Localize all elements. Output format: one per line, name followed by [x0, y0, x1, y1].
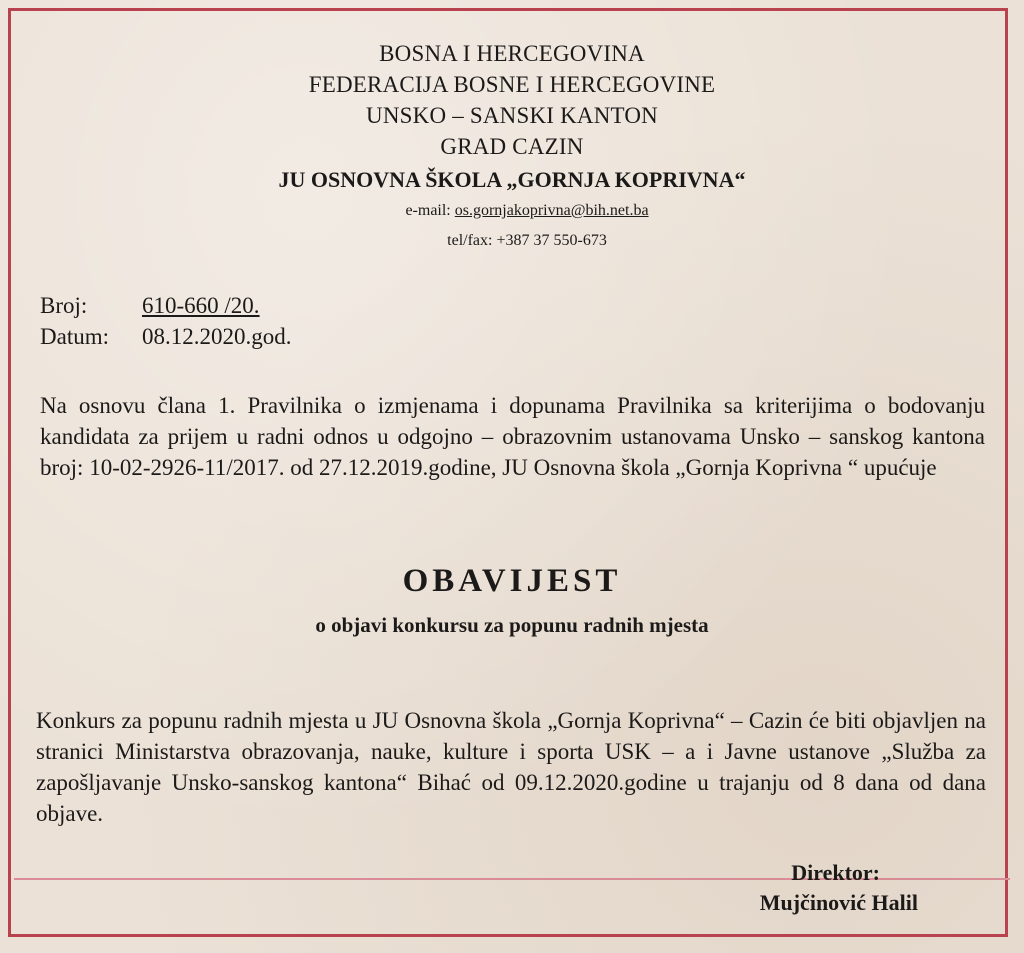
notice-title: OBAVIJEST [402, 563, 622, 599]
email-row [30, 196, 1024, 226]
intro-paragraph: Na osnovu člana 1. Pravilnika o izmjenama i dopunama Pravilnika sa kriterijima o bodovanju kandidata za prijem u radni odnos u odgojno – obrazovnim ustanovama Unsko – sanskog kantona broj: 10-02-2926-11/2017. od 27.12.2019.godine, JU Osnovna škola „Gornja Koprivna “ upućuje [40, 393, 985, 480]
datum-label: Datum: [40, 324, 109, 349]
datum-row [40, 321, 292, 352]
broj-row [40, 290, 292, 321]
signature-title: Direktor: [791, 860, 880, 885]
broj-label: Broj: [40, 293, 88, 318]
body-paragraph: Konkurs za popunu radnih mjesta u JU Osnovna škola „Gornja Koprivna“ – Cazin će biti objavljen na stranici Ministarstva obrazovanja, nauke, kulture i sporta USK – a i Javne ustanove „Služba za zapošljavanje Unsko-sanskog kantona“ Bihać od 09.12.2020.godine u trajanju od 8 dana od dana objave. [36, 708, 986, 826]
signature-name: Mujčinović Halil [759, 890, 918, 915]
letterhead [0, 38, 1024, 256]
email-link[interactable]: os.gornjakoprivna@bih.net.ba [454, 202, 649, 219]
reference-block [40, 290, 292, 352]
datum-value: 08.12.2020.god. [142, 324, 292, 349]
country-line: BOSNA I HERCEGOVINA [379, 41, 645, 66]
broj-value: 610-660 /20. [142, 293, 260, 318]
notice-subtitle: o objavi konkursu za popunu radnih mjesta [315, 613, 709, 637]
telfax-row: tel/fax: +387 37 550-673 [447, 232, 607, 249]
school-name: JU OSNOVNA ŠKOLA „GORNJA KOPRIVNA“ [278, 167, 746, 192]
signature-block [760, 858, 918, 918]
federation-line: FEDERACIJA BOSNE I HERCEGOVINE [308, 72, 716, 97]
city-line: GRAD CAZIN [440, 134, 584, 159]
email-label: e-mail: [405, 202, 451, 219]
canton-line: UNSKO – SANSKI KANTON [366, 103, 658, 128]
